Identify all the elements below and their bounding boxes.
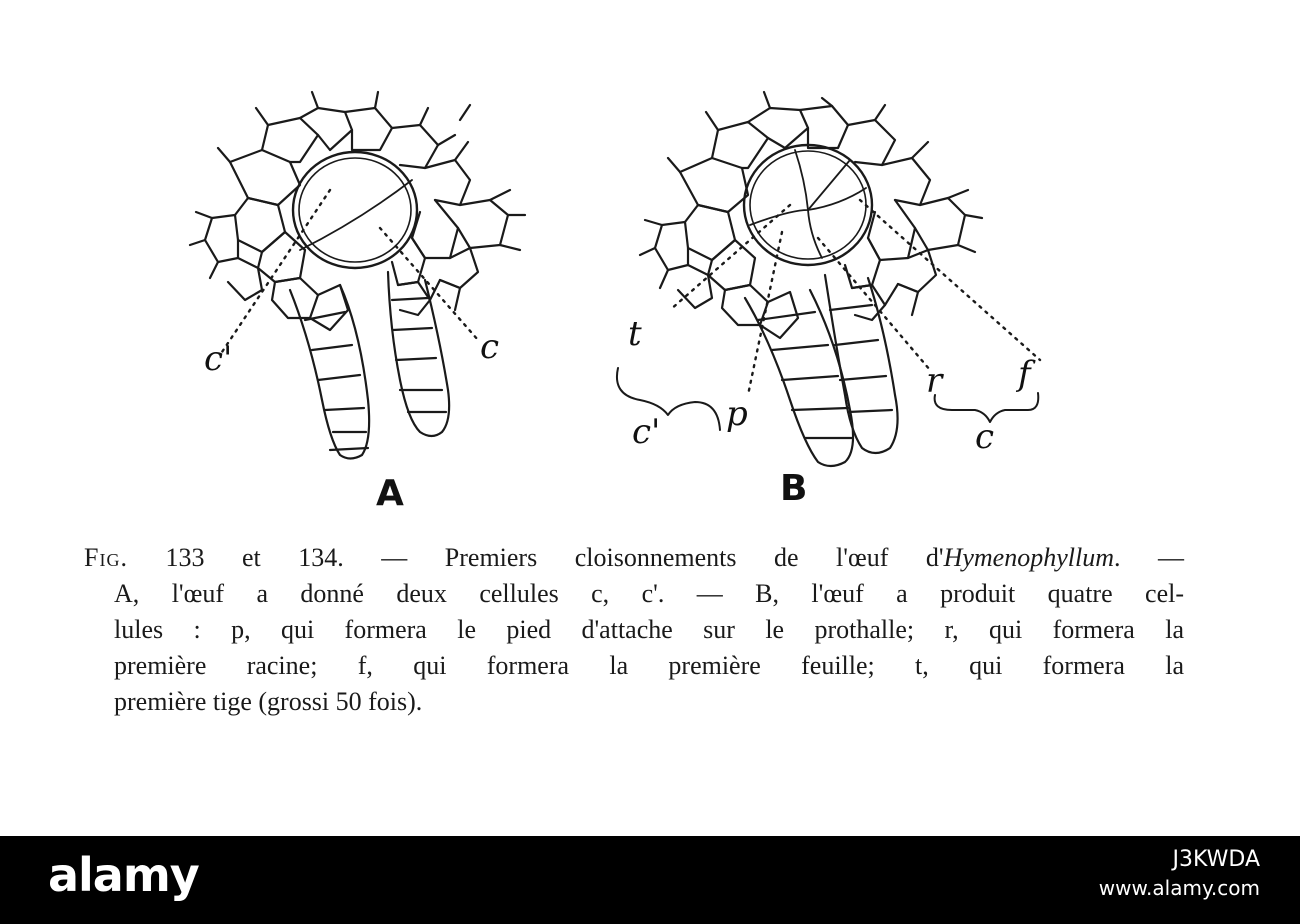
label-b-r: r bbox=[926, 361, 943, 401]
brand-logo: alamy bbox=[48, 848, 199, 902]
caption-line-5: première tige (grossi 50 fois). bbox=[114, 687, 423, 716]
label-b-t: t bbox=[628, 314, 642, 354]
caption-line-1-text: 133 et 134. — Premiers cloisonnements de l'œuf d' bbox=[127, 543, 944, 572]
caption-line-1-end: . — bbox=[1113, 543, 1184, 572]
caption-line-2: A, l'œuf a donné deux cellules c, c'. — B, l'œuf a produit quatre cel- bbox=[114, 579, 1184, 608]
label-a-c-prime: c' bbox=[204, 339, 233, 379]
caption-fig-prefix: Fig. bbox=[84, 543, 128, 572]
caption-genus: Hymenophyllum bbox=[943, 543, 1114, 572]
label-b-c-prime: c' bbox=[632, 412, 661, 452]
label-b-c: c bbox=[975, 417, 995, 457]
image-id: J3KWDA bbox=[1172, 847, 1260, 872]
label-b-f: f bbox=[1018, 354, 1031, 394]
watermark-footer bbox=[0, 836, 1300, 924]
panel-a-drawing bbox=[190, 92, 525, 459]
caption-line-4: première racine; f, qui formera la première feuille; t, qui formera la bbox=[114, 651, 1184, 680]
figure-caption bbox=[84, 540, 1184, 720]
label-b-p: p bbox=[726, 394, 748, 434]
panel-b-drawing bbox=[617, 92, 1040, 466]
image-id-block bbox=[1099, 846, 1260, 902]
panel-b-letter: B bbox=[780, 468, 808, 509]
caption-line-1 bbox=[84, 540, 1184, 576]
caption-line-3: lules : p, qui formera le pied d'attache sur le prothalle; r, qui formera la bbox=[114, 615, 1184, 644]
panel-a-letter: A bbox=[376, 473, 404, 514]
label-a-c: c bbox=[480, 327, 500, 367]
site-url: www.alamy.com bbox=[1098, 876, 1260, 900]
